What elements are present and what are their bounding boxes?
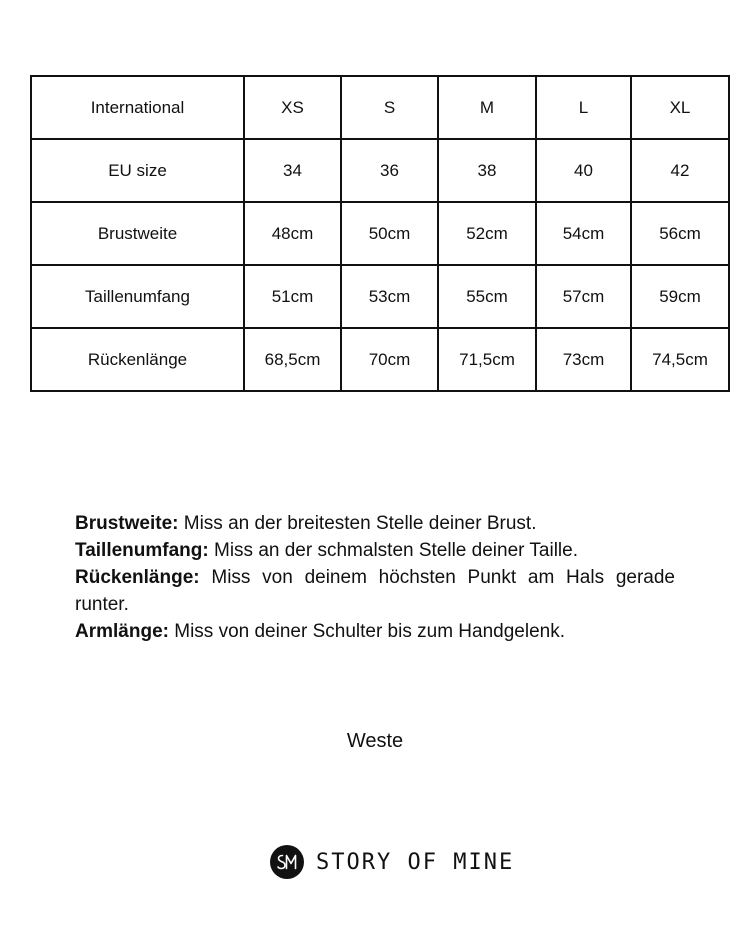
instruction-term: Rückenlänge: [75, 567, 200, 588]
row-taillenumfang [31, 265, 729, 328]
row-label: International [31, 76, 244, 139]
row-eu-size [31, 139, 729, 202]
instruction-text: Miss an der schmalsten Stelle deiner Taille. [208, 540, 578, 561]
size-cell: 73cm [536, 328, 631, 391]
measurement-instructions [75, 510, 675, 645]
size-cell: 40 [536, 139, 631, 202]
size-cell: M [438, 76, 536, 139]
size-chart-table [30, 75, 730, 392]
instruction-term: Brustweite: [75, 513, 179, 534]
product-name: Weste [346, 730, 404, 752]
instruction-text: Miss an der breitesten Stelle deiner Brust. [178, 513, 537, 534]
instruction-brustweite [75, 510, 675, 537]
size-cell: 50cm [341, 202, 438, 265]
size-cell: 38 [438, 139, 536, 202]
size-cell: 53cm [341, 265, 438, 328]
instruction-text: Miss von deinem höchsten Punkt am Hals gerade runter. [75, 567, 675, 615]
size-cell: 59cm [631, 265, 729, 328]
size-cell: 55cm [438, 265, 536, 328]
row-label: EU size [31, 139, 244, 202]
size-cell: L [536, 76, 631, 139]
size-cell: 42 [631, 139, 729, 202]
size-cell: 36 [341, 139, 438, 202]
size-cell: 48cm [244, 202, 341, 265]
size-cell: S [341, 76, 438, 139]
size-cell: 71,5cm [438, 328, 536, 391]
size-cell: 51cm [244, 265, 341, 328]
row-label: Rückenlänge [31, 328, 244, 391]
brand-logo-icon [270, 845, 304, 879]
size-cell: 56cm [631, 202, 729, 265]
size-cell: 57cm [536, 265, 631, 328]
size-cell: 74,5cm [631, 328, 729, 391]
row-rueckenlaenge [31, 328, 729, 391]
brand-name: STORY OF MINE [316, 849, 515, 875]
instruction-text: Miss von deiner Schulter bis zum Handgelenk. [168, 621, 565, 642]
size-cell: 52cm [438, 202, 536, 265]
instruction-term: Taillenumfang: [75, 540, 209, 561]
row-brustweite [31, 202, 729, 265]
brand-footer [270, 845, 514, 879]
size-cell: 54cm [536, 202, 631, 265]
row-label: Taillenumfang [31, 265, 244, 328]
instruction-taillenumfang [75, 537, 675, 564]
size-cell: 68,5cm [244, 328, 341, 391]
instruction-armlaenge [75, 618, 675, 645]
instruction-rueckenlaenge [75, 564, 675, 618]
size-cell: XS [244, 76, 341, 139]
size-cell: XL [631, 76, 729, 139]
row-label: Brustweite [31, 202, 244, 265]
row-international [31, 76, 729, 139]
instruction-term: Armlänge: [75, 621, 169, 642]
size-cell: 70cm [341, 328, 438, 391]
size-cell: 34 [244, 139, 341, 202]
